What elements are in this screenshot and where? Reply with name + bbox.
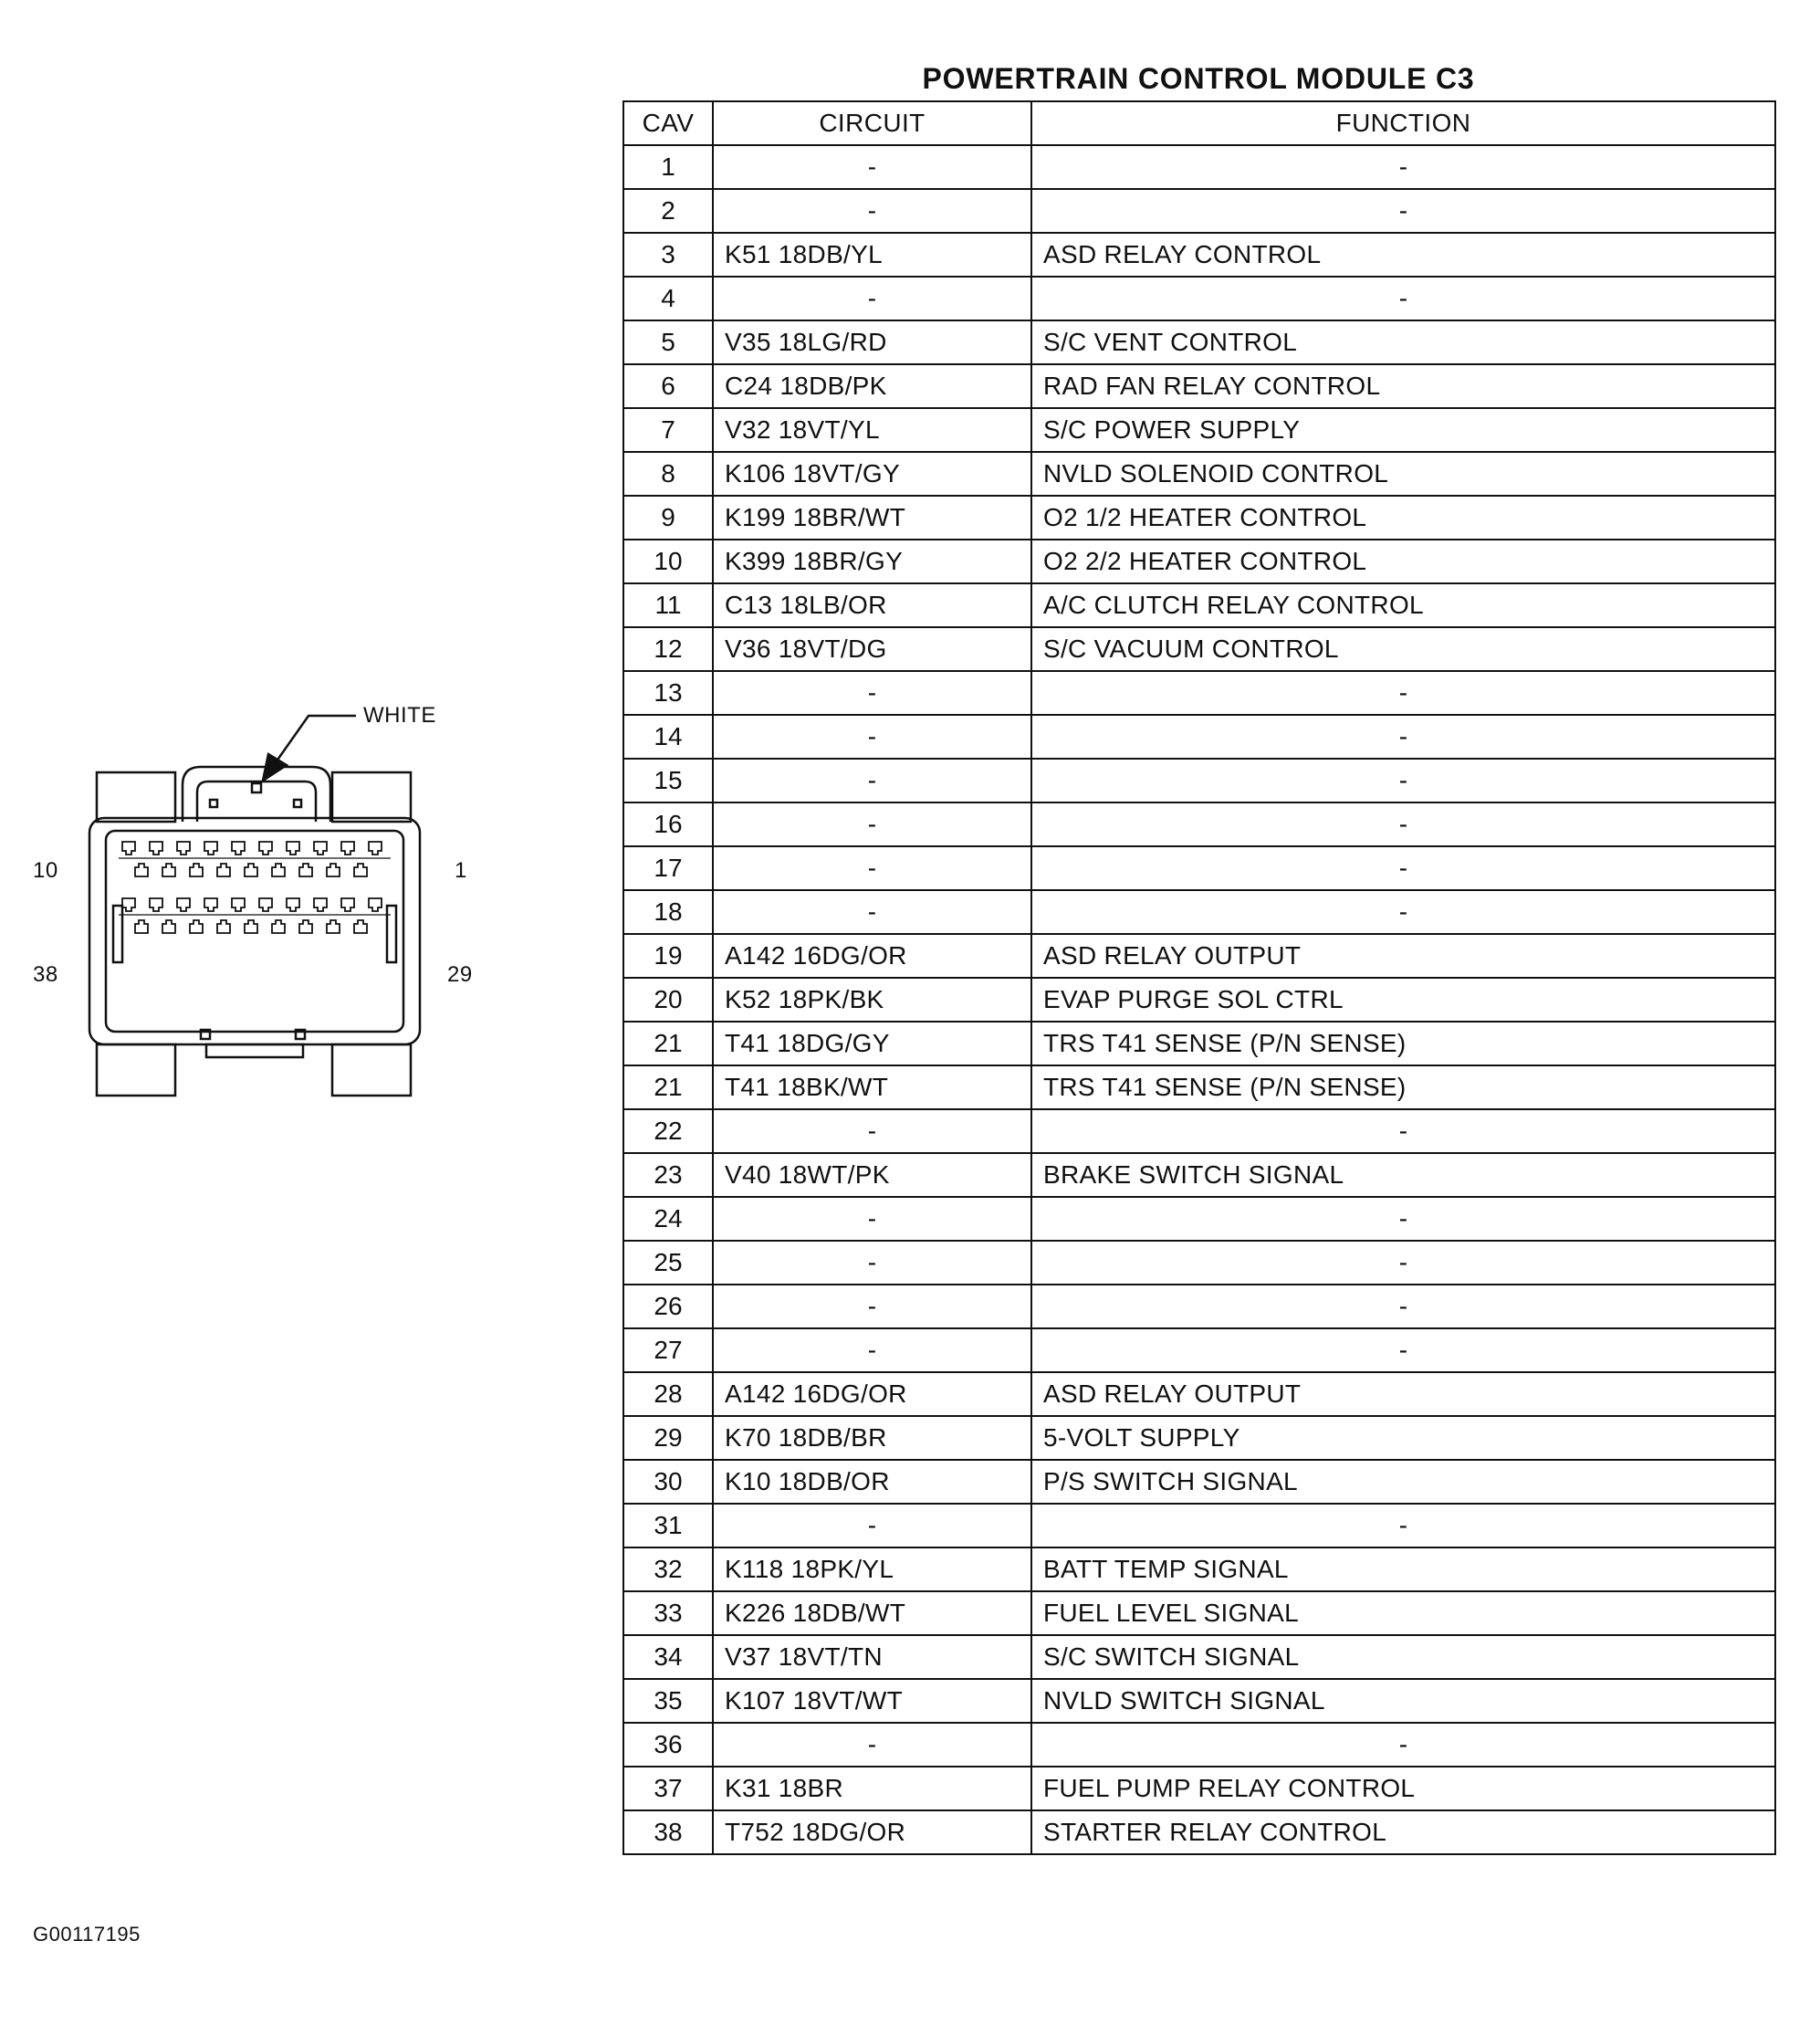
table-row [623, 1328, 1775, 1372]
function-cell: S/C POWER SUPPLY [1031, 408, 1775, 452]
table-row [623, 715, 1775, 759]
cav-cell: 9 [623, 496, 713, 540]
terminal-cavity [327, 864, 340, 876]
circuit-cell: K226 18DB/WT [713, 1591, 1031, 1635]
cav-cell: 14 [623, 715, 713, 759]
cav-cell: 10 [623, 540, 713, 583]
table-row [623, 277, 1775, 320]
cav-cell: 11 [623, 583, 713, 627]
table-row [623, 408, 1775, 452]
cav-cell: 30 [623, 1460, 713, 1504]
function-cell: TRS T41 SENSE (P/N SENSE) [1031, 1065, 1775, 1109]
circuit-cell: K118 18PK/YL [713, 1547, 1031, 1591]
function-cell: P/S SWITCH SIGNAL [1031, 1460, 1775, 1504]
right-bottom-tower [332, 1044, 411, 1096]
table-row [623, 583, 1775, 627]
cav-cell: 36 [623, 1723, 713, 1767]
circuit-cell: - [713, 1723, 1031, 1767]
table-row [623, 978, 1775, 1022]
table-row [623, 1504, 1775, 1547]
connector-diagram [18, 685, 493, 1114]
function-cell: - [1031, 671, 1775, 715]
cav-cell: 32 [623, 1547, 713, 1591]
color-leader-line [274, 716, 356, 765]
circuit-cell: K10 18DB/OR [713, 1460, 1031, 1504]
pin-label-bottom-left: 38 [33, 962, 58, 987]
terminal-cavity [150, 842, 162, 855]
cav-cell: 17 [623, 846, 713, 890]
table-row [623, 540, 1775, 583]
cav-cell: 28 [623, 1372, 713, 1416]
table-row [623, 320, 1775, 364]
cav-cell: 3 [623, 233, 713, 277]
circuit-cell: - [713, 1285, 1031, 1328]
terminal-cavity [341, 898, 354, 911]
cav-cell: 7 [623, 408, 713, 452]
table-row [623, 145, 1775, 189]
cav-cell: 5 [623, 320, 713, 364]
function-cell: ASD RELAY CONTROL [1031, 233, 1775, 277]
terminal-cavity [327, 920, 340, 933]
terminal-cavity [369, 842, 382, 855]
table-row [623, 1767, 1775, 1810]
function-cell: RAD FAN RELAY CONTROL [1031, 364, 1775, 408]
terminal-cavity [354, 920, 367, 933]
terminal-cavity [299, 864, 312, 876]
circuit-cell: K199 18BR/WT [713, 496, 1031, 540]
function-cell: - [1031, 1504, 1775, 1547]
connector-body-inner [106, 831, 403, 1032]
connector-body-outer [89, 818, 420, 1044]
function-cell: NVLD SOLENOID CONTROL [1031, 452, 1775, 496]
table-row [623, 1723, 1775, 1767]
circuit-cell: K52 18PK/BK [713, 978, 1031, 1022]
function-cell: STARTER RELAY CONTROL [1031, 1810, 1775, 1854]
pin-label-top-right: 1 [455, 858, 467, 883]
table-row [623, 1679, 1775, 1723]
terminal-cavity [287, 898, 299, 911]
function-cell: NVLD SWITCH SIGNAL [1031, 1679, 1775, 1723]
circuit-cell: K106 18VT/GY [713, 452, 1031, 496]
table-row [623, 1810, 1775, 1854]
terminal-cavity [354, 864, 367, 876]
terminal-cavity [135, 864, 148, 876]
table-row [623, 1153, 1775, 1197]
circuit-cell: - [713, 890, 1031, 934]
cav-cell: 2 [623, 189, 713, 233]
cav-cell: 15 [623, 759, 713, 802]
table-row [623, 934, 1775, 978]
terminal-cavity [232, 842, 245, 855]
function-cell: O2 2/2 HEATER CONTROL [1031, 540, 1775, 583]
cav-cell: 34 [623, 1635, 713, 1679]
function-cell: EVAP PURGE SOL CTRL [1031, 978, 1775, 1022]
function-cell: ASD RELAY OUTPUT [1031, 1372, 1775, 1416]
header-circuit: CIRCUIT [713, 101, 1031, 145]
table-row [623, 1109, 1775, 1153]
function-cell: A/C CLUTCH RELAY CONTROL [1031, 583, 1775, 627]
circuit-cell: - [713, 277, 1031, 320]
terminal-cavity [259, 842, 272, 855]
bottom-tab-center [206, 1044, 303, 1057]
function-cell: FUEL PUMP RELAY CONTROL [1031, 1767, 1775, 1810]
function-cell: BRAKE SWITCH SIGNAL [1031, 1153, 1775, 1197]
cav-cell: 38 [623, 1810, 713, 1854]
table-row [623, 1197, 1775, 1241]
terminal-cavity [299, 920, 312, 933]
circuit-cell: - [713, 1328, 1031, 1372]
terminal-cavity [259, 898, 272, 911]
function-cell: FUEL LEVEL SIGNAL [1031, 1591, 1775, 1635]
table-row [623, 802, 1775, 846]
table-row [623, 452, 1775, 496]
table-title: POWERTRAIN CONTROL MODULE C3 [922, 62, 1475, 95]
circuit-cell: A142 16DG/OR [713, 934, 1031, 978]
circuit-cell: - [713, 671, 1031, 715]
circuit-cell: T752 18DG/OR [713, 1810, 1031, 1854]
table-row [623, 1285, 1775, 1328]
pinout-table [622, 100, 1776, 1855]
terminal-cavity [162, 864, 175, 876]
circuit-cell: - [713, 802, 1031, 846]
table-row [623, 1416, 1775, 1460]
table-row [623, 1065, 1775, 1109]
circuit-cell: K70 18DB/BR [713, 1416, 1031, 1460]
terminal-cavity [217, 920, 230, 933]
terminal-cavity [177, 842, 190, 855]
function-cell: - [1031, 1285, 1775, 1328]
function-cell: 5-VOLT SUPPLY [1031, 1416, 1775, 1460]
connector-face-drawing [18, 685, 493, 1114]
circuit-cell: - [713, 1109, 1031, 1153]
terminal-cavity [369, 898, 382, 911]
figure-id: G00117195 [33, 1923, 141, 1946]
function-cell: - [1031, 145, 1775, 189]
table-row [623, 364, 1775, 408]
cav-cell: 31 [623, 1504, 713, 1547]
cav-cell: 26 [623, 1285, 713, 1328]
terminal-cavity [245, 920, 257, 933]
table-row [623, 1372, 1775, 1416]
function-cell: - [1031, 1328, 1775, 1372]
connector-color-label: WHITE [363, 703, 436, 728]
circuit-cell: K399 18BR/GY [713, 540, 1031, 583]
table-row [623, 1547, 1775, 1591]
circuit-cell: K31 18BR [713, 1767, 1031, 1810]
terminal-cavity [287, 842, 299, 855]
pin-label-bottom-right: 29 [447, 962, 473, 987]
circuit-cell: - [713, 145, 1031, 189]
function-cell: - [1031, 189, 1775, 233]
function-cell: S/C SWITCH SIGNAL [1031, 1635, 1775, 1679]
function-cell: - [1031, 802, 1775, 846]
header-function: FUNCTION [1031, 101, 1775, 145]
header-cav: CAV [623, 101, 713, 145]
function-cell: TRS T41 SENSE (P/N SENSE) [1031, 1022, 1775, 1065]
table-row [623, 1635, 1775, 1679]
terminal-cavity [272, 864, 285, 876]
cav-cell: 29 [623, 1416, 713, 1460]
table-row [623, 890, 1775, 934]
terminal-cavity [245, 864, 257, 876]
cav-cell: 27 [623, 1328, 713, 1372]
table-row [623, 189, 1775, 233]
circuit-cell: A142 16DG/OR [713, 1372, 1031, 1416]
lock-arch [183, 767, 330, 822]
function-cell: - [1031, 1109, 1775, 1153]
function-cell: S/C VACUUM CONTROL [1031, 627, 1775, 671]
terminal-cavity [190, 864, 203, 876]
circuit-cell: - [713, 1197, 1031, 1241]
table-row [623, 496, 1775, 540]
terminal-cavity [314, 898, 327, 911]
cav-cell: 13 [623, 671, 713, 715]
function-cell: - [1031, 846, 1775, 890]
circuit-cell: C24 18DB/PK [713, 364, 1031, 408]
function-cell: - [1031, 890, 1775, 934]
function-cell: - [1031, 1723, 1775, 1767]
function-cell: S/C VENT CONTROL [1031, 320, 1775, 364]
cav-cell: 21 [623, 1065, 713, 1109]
circuit-cell: V32 18VT/YL [713, 408, 1031, 452]
function-cell: - [1031, 277, 1775, 320]
terminal-cavity [190, 920, 203, 933]
function-cell: O2 1/2 HEATER CONTROL [1031, 496, 1775, 540]
table-row [623, 671, 1775, 715]
terminal-cavity [341, 842, 354, 855]
circuit-cell: V40 18WT/PK [713, 1153, 1031, 1197]
table-header-row [623, 101, 1775, 145]
cav-cell: 22 [623, 1109, 713, 1153]
cav-cell: 23 [623, 1153, 713, 1197]
terminal-cavities [119, 842, 391, 933]
cav-cell: 8 [623, 452, 713, 496]
circuit-cell: V36 18VT/DG [713, 627, 1031, 671]
cav-cell: 4 [623, 277, 713, 320]
table-row [623, 1022, 1775, 1065]
left-bottom-tower [97, 1044, 175, 1096]
pin-label-top-left: 10 [33, 858, 58, 883]
terminal-cavity [204, 898, 217, 911]
cav-cell: 21 [623, 1022, 713, 1065]
terminal-cavity [232, 898, 245, 911]
cav-cell: 16 [623, 802, 713, 846]
table-body [623, 145, 1775, 1854]
function-cell: - [1031, 715, 1775, 759]
table-row [623, 1241, 1775, 1285]
terminal-cavity [177, 898, 190, 911]
cav-cell: 37 [623, 1767, 713, 1810]
cav-cell: 6 [623, 364, 713, 408]
left-top-tower [97, 772, 175, 822]
table-row [623, 1460, 1775, 1504]
terminal-cavity [217, 864, 230, 876]
circuit-cell: C13 18LB/OR [713, 583, 1031, 627]
function-cell: - [1031, 1241, 1775, 1285]
circuit-cell: - [713, 1504, 1031, 1547]
circuit-cell: V35 18LG/RD [713, 320, 1031, 364]
table-row [623, 846, 1775, 890]
cav-cell: 19 [623, 934, 713, 978]
terminal-cavity [204, 842, 217, 855]
circuit-cell: K107 18VT/WT [713, 1679, 1031, 1723]
terminal-cavity [122, 842, 135, 855]
terminal-cavity [122, 898, 135, 911]
circuit-cell: - [713, 846, 1031, 890]
right-top-tower [332, 772, 411, 822]
function-cell: ASD RELAY OUTPUT [1031, 934, 1775, 978]
cav-cell: 25 [623, 1241, 713, 1285]
circuit-cell: - [713, 189, 1031, 233]
terminal-cavity [272, 920, 285, 933]
circuit-cell: T41 18BK/WT [713, 1065, 1031, 1109]
cav-cell: 12 [623, 627, 713, 671]
cav-cell: 18 [623, 890, 713, 934]
cav-cell: 35 [623, 1679, 713, 1723]
circuit-cell: - [713, 759, 1031, 802]
terminal-cavity [314, 842, 327, 855]
table-row [623, 627, 1775, 671]
circuit-cell: - [713, 715, 1031, 759]
cav-cell: 33 [623, 1591, 713, 1635]
function-cell: - [1031, 1197, 1775, 1241]
terminal-cavity [135, 920, 148, 933]
function-cell: BATT TEMP SIGNAL [1031, 1547, 1775, 1591]
table-row [623, 759, 1775, 802]
cav-cell: 24 [623, 1197, 713, 1241]
table-row [623, 1591, 1775, 1635]
terminal-cavity [162, 920, 175, 933]
cav-cell: 20 [623, 978, 713, 1022]
circuit-cell: V37 18VT/TN [713, 1635, 1031, 1679]
circuit-cell: T41 18DG/GY [713, 1022, 1031, 1065]
terminal-cavity [150, 898, 162, 911]
table-row [623, 233, 1775, 277]
cav-cell: 1 [623, 145, 713, 189]
function-cell: - [1031, 759, 1775, 802]
circuit-cell: K51 18DB/YL [713, 233, 1031, 277]
circuit-cell: - [713, 1241, 1031, 1285]
